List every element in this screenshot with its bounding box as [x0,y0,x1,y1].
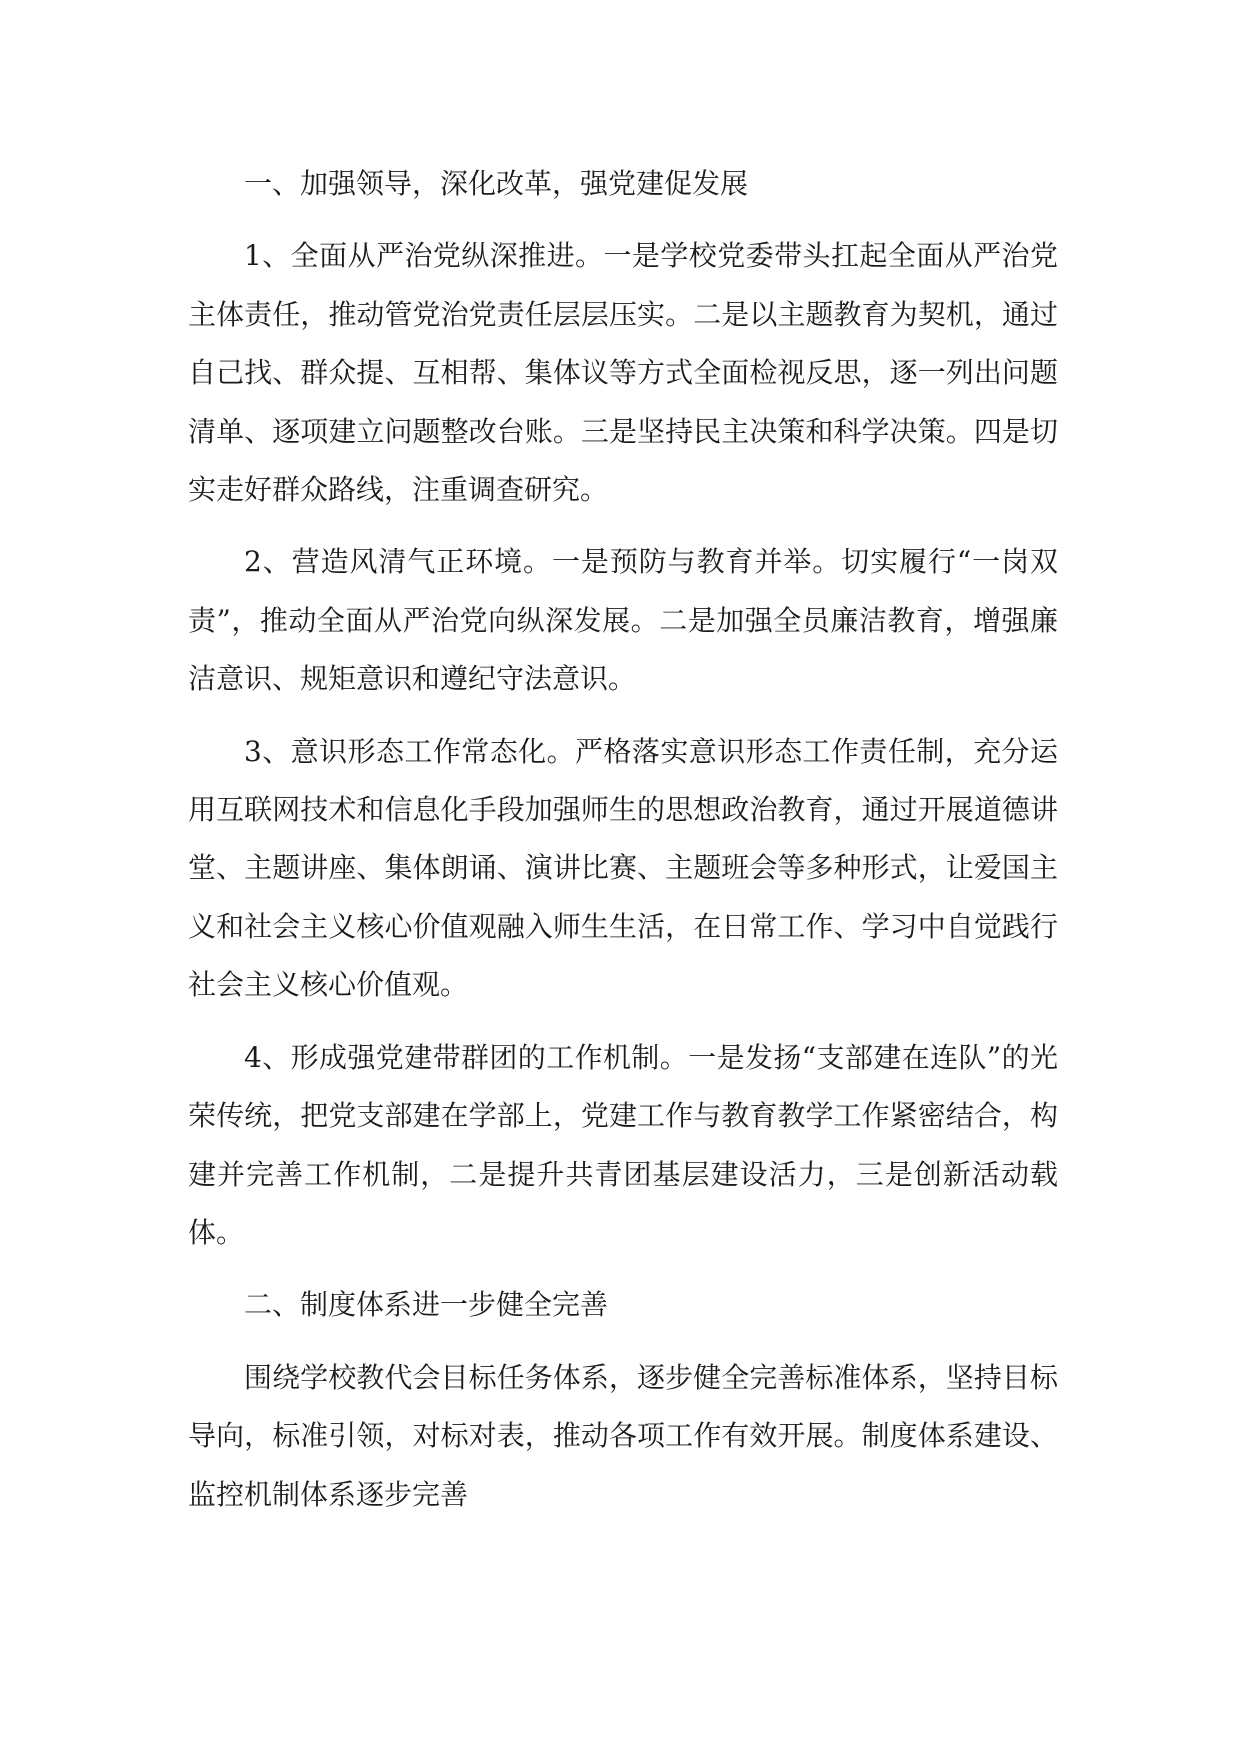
document-body [188,155,1058,1538]
paragraph-item-2: 2、营造风清气正环境。一是预防与教育并举。切实履行“一岗双责”，推动全面从严治党向纵深发展。二是加强全员廉洁教育，增强廉洁意识、规矩意识和遵纪守法意识。 [188,545,1058,696]
paragraph-item-4: 4、形成强党建带群团的工作机制。一是发扬“支部建在连队”的光荣传统，把党支部建在学部上，党建工作与教育教学工作紧密结合，构建并完善工作机制，二是提升共青团基层建设活力，三是创新活动载体。 [188,1040,1058,1249]
paragraph-section-2: 围绕学校教代会目标任务体系，逐步健全完善标准体系，坚持目标导向，标准引领，对标对表，推动各项工作有效开展。制度体系建设、监控机制体系逐步完善 [188,1360,1058,1511]
paragraph-item-1: 1、全面从严治党纵深推进。一是学校党委带头扛起全面从严治党主体责任，推动管党治党责任层层压实。二是以主题教育为契机，通过自己找、群众提、互相帮、集体议等方式全面检视反思，逐一列出问题清单、逐项建立问题整改台账。三是坚持民主决策和科学决策。四是切实走好群众路线，注重调查研究。 [188,239,1058,507]
section-heading-1: 一、加强领导，深化改革，强党建促发展 [244,167,749,200]
paragraph-item-3: 3、意识形态工作常态化。严格落实意识形态工作责任制，充分运用互联网技术和信息化手段加强师生的思想政治教育，通过开展道德讲堂、主题讲座、集体朗诵、演讲比赛、主题班会等多种形式，让爱国主义和社会主义核心价值观融入师生生活，在日常工作、学习中自觉践行社会主义核心价值观。 [188,734,1058,1002]
section-heading-2: 二、制度体系进一步健全完善 [244,1288,609,1322]
